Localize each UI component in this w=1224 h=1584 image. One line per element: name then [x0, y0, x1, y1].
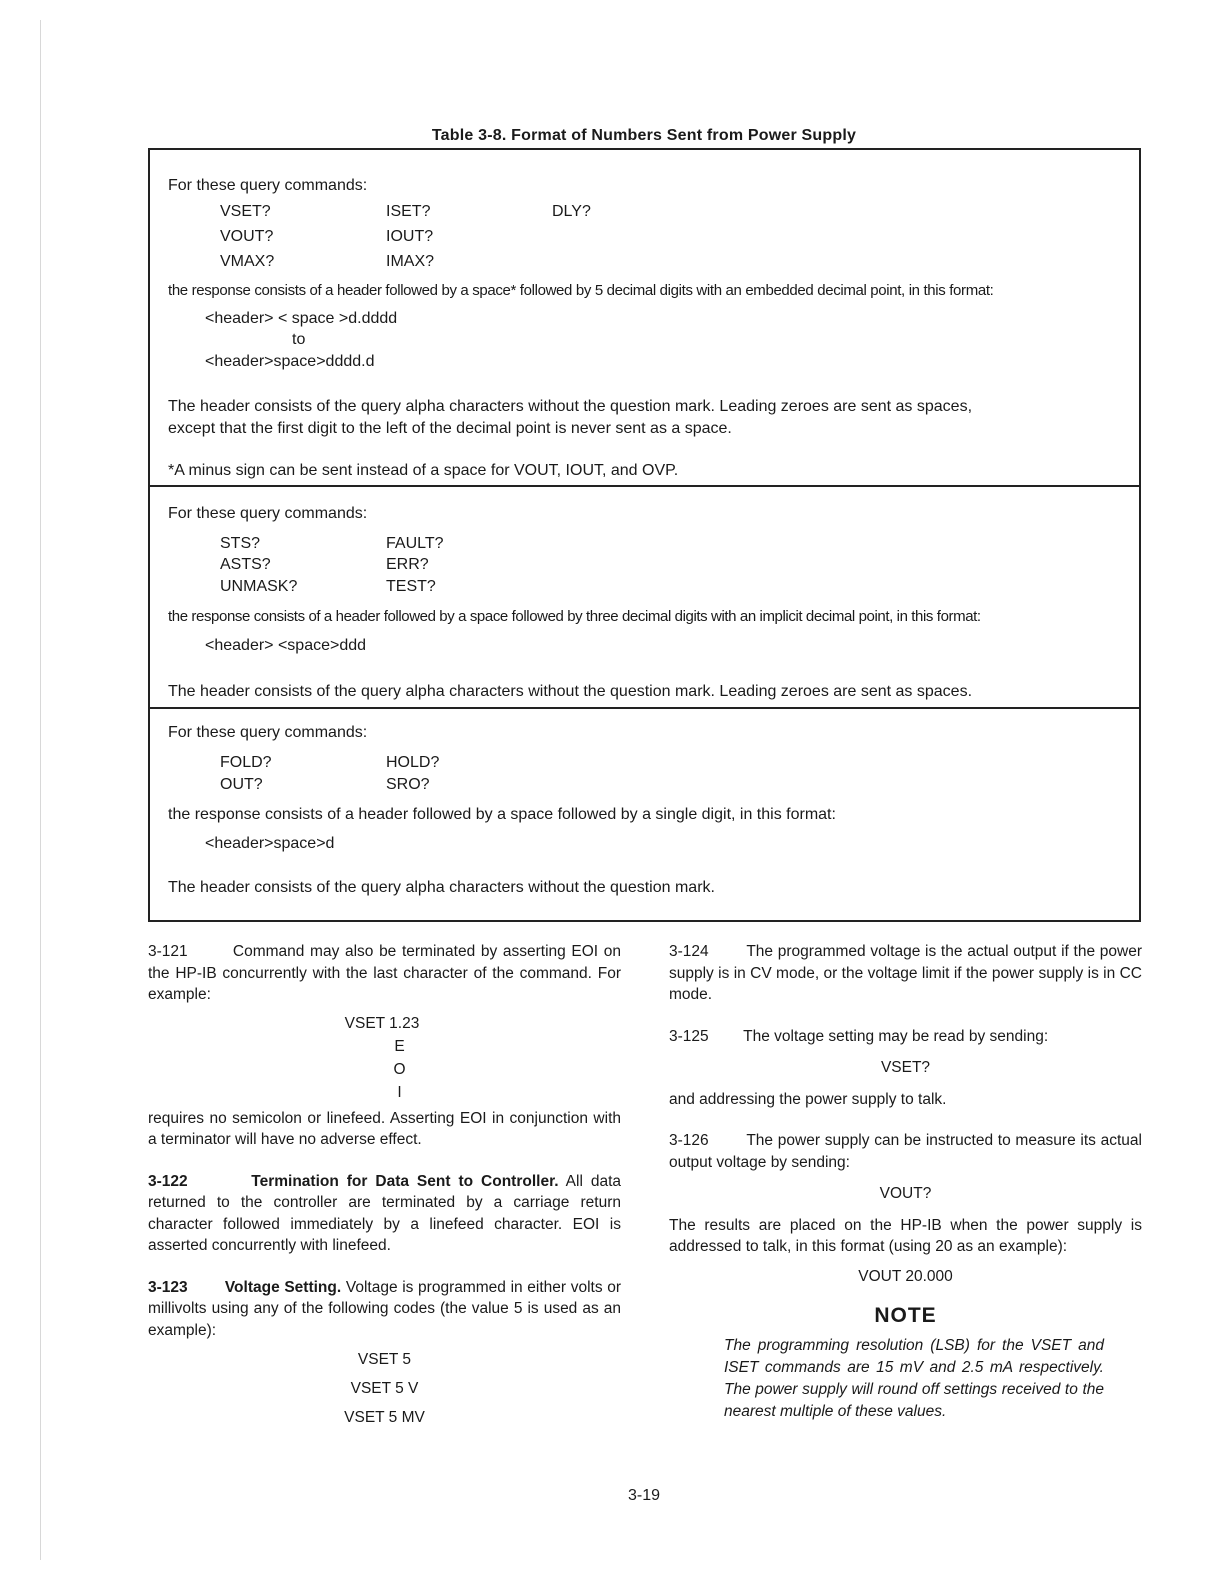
example-line: E [394, 1037, 405, 1055]
cmd-dly: DLY? [552, 203, 591, 220]
example-line: VSET 5 V [350, 1380, 419, 1397]
paragraph-number: 3-125 [669, 1027, 709, 1045]
example-line: VSET? [880, 1059, 931, 1076]
cmd-test: TEST? [386, 578, 436, 595]
note-title: NOTE [874, 1304, 937, 1327]
section3-format: <header>space>d [205, 835, 335, 852]
paragraph-3-125 [669, 1026, 1142, 1048]
format-table [148, 148, 1141, 922]
section3-intro: For these query commands: [168, 724, 368, 741]
paragraph-text: All data returned to the controller are terminated by a carriage return character followed immediately by a linefeed character. EOI is asserted concurrently with linefeed. [148, 1172, 622, 1254]
paragraph-text: The voltage setting may be read by sending: [743, 1027, 1049, 1045]
cmd-iset: ISET? [386, 203, 431, 220]
cmd-hold: HOLD? [386, 754, 440, 771]
paragraph-3-123 [148, 1277, 621, 1342]
paragraph-text: Command may also be terminated by asserting EOI on the HP-IB concurrently with the last character of the command. For example: [148, 943, 622, 1003]
paragraph-number: 3-122 [148, 1172, 188, 1190]
scan-edge-line [40, 20, 41, 1560]
example-line: VOUT? [879, 1185, 932, 1202]
section1-response: the response consists of a header followed by a space* followed by 5 decimal digits with an embedded decimal point, in this format: [168, 282, 994, 299]
section1-format-end: <header>space>dddd.d [205, 353, 375, 370]
paragraph-text: Voltage is programmed in either volts or millivolts using any of the following codes (the value 5 is used as an example): [148, 1278, 622, 1339]
right-column [669, 941, 1142, 1423]
section1-header-note-2: except that the first digit to the left of the decimal point is never sent as a space. [168, 420, 732, 437]
paragraph-heading: Voltage Setting. [224, 1278, 342, 1296]
cmd-out: OUT? [220, 776, 263, 793]
paragraph-text: The programmed voltage is the actual output if the power supply is in CV mode, or the voltage limit if the power supply is in CC mode. [669, 943, 1143, 1003]
example-line: VOUT 20.000 [858, 1267, 953, 1285]
section2-response: the response consists of a header followed by a space followed by three decimal digits with an implicit decimal point, in this format: [168, 608, 981, 625]
paragraph-number: 3-121 [148, 943, 188, 960]
cmd-iout: IOUT? [386, 228, 434, 245]
paragraph-3-126 [669, 1130, 1142, 1173]
section3-response: the response consists of a header followed by a space followed by a single digit, in this format: [168, 806, 836, 823]
section1-header-note-1: The header consists of the query alpha characters without the question mark. Leading zeroes are sent as spaces, [168, 398, 973, 415]
cmd-fault: FAULT? [386, 535, 444, 552]
paragraph-text: The results are placed on the HP-IB when the power supply is addressed to talk, in this format (using 20 as an example): [669, 1216, 1142, 1255]
cmd-err: ERR? [386, 556, 429, 573]
paragraph-3-122 [148, 1171, 621, 1257]
paragraph-text: The power supply can be instructed to measure its actual output voltage by sending: [669, 1132, 1142, 1171]
cmd-vout: VOUT? [220, 228, 274, 245]
eoi-example [148, 1012, 621, 1104]
cmd-vset: VSET? [220, 203, 271, 220]
example-line: VSET 5 MV [344, 1409, 425, 1426]
cmd-vmax: VMAX? [220, 253, 275, 270]
paragraph-number: 3-123 [148, 1278, 188, 1296]
section1-intro: For these query commands: [168, 177, 368, 194]
cmd-unmask: UNMASK? [220, 578, 298, 595]
paragraph-number: 3-124 [669, 943, 709, 960]
left-column [148, 941, 621, 1432]
paragraph-3-124 [669, 941, 1142, 1006]
paragraph-text: requires no semicolon or linefeed. Asserting EOI in conjunction with a terminator will have no adverse effect. [148, 1109, 621, 1148]
paragraph-text: and addressing the power supply to talk. [669, 1090, 947, 1108]
table-title: Table 3-8. Format of Numbers Sent from Power Supply [431, 127, 857, 144]
paragraph-number: 3-126 [669, 1132, 709, 1149]
section1-format-start: <header> < space >d.dddd [205, 310, 398, 327]
section2-format: <header> <space>ddd [205, 637, 367, 654]
paragraph-heading: Termination for Data Sent to Controller. [251, 1172, 559, 1190]
vset-examples [148, 1345, 621, 1432]
cmd-sro: SRO? [386, 776, 430, 793]
example-line: VSET 5 [357, 1351, 412, 1368]
example-line: O [393, 1060, 406, 1078]
table-divider [150, 485, 1139, 487]
page-number: 3-19 [627, 1487, 661, 1504]
example-line: I [397, 1083, 402, 1101]
section2-intro: For these query commands: [168, 505, 368, 522]
cmd-sts: STS? [220, 535, 261, 552]
section1-footnote: *A minus sign can be sent instead of a space for VOUT, IOUT, and OVP. [168, 462, 679, 479]
cmd-imax: IMAX? [386, 253, 435, 270]
cmd-asts: ASTS? [220, 556, 271, 573]
section3-header-note: The header consists of the query alpha characters without the question mark. [168, 879, 715, 896]
paragraph-3-121 [148, 941, 621, 1006]
example-line: VSET 1.23 [344, 1014, 420, 1032]
table-divider [150, 707, 1139, 709]
section2-header-note: The header consists of the query alpha characters without the question mark. Leading zeroes are sent as spaces. [168, 683, 973, 700]
section1-format-to: to [292, 331, 306, 348]
note-body: The programming resolution (LSB) for the VSET and ISET commands are 15 mV and 2.5 mA respectively. The power supply will round off settings received to the nearest multiple of these values. [724, 1336, 1104, 1420]
cmd-fold: FOLD? [220, 754, 272, 771]
